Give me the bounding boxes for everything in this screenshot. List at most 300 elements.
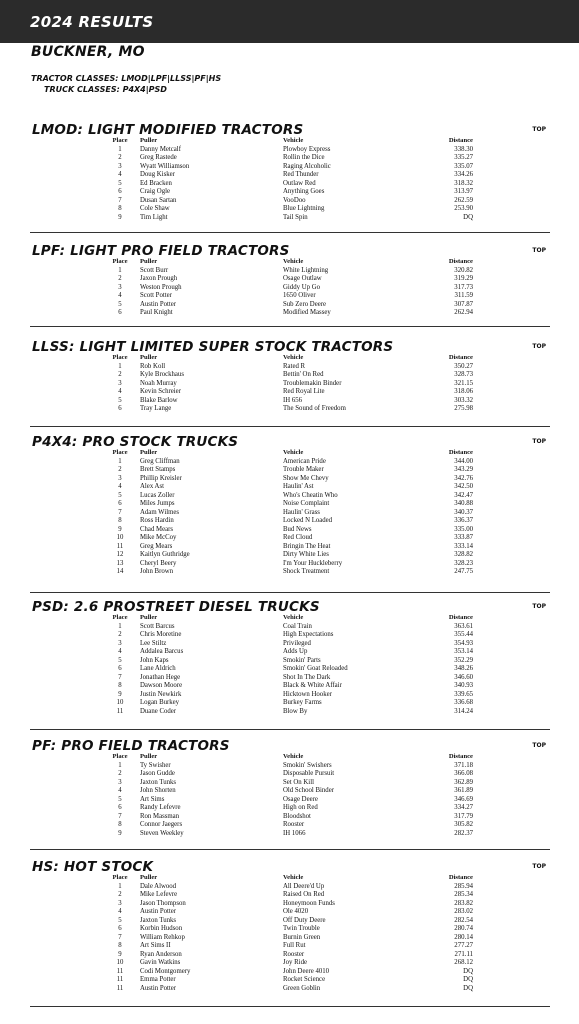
place-cell: 1	[118, 266, 122, 274]
table-header-row	[100, 614, 473, 623]
place-cell: 2	[118, 154, 122, 161]
vehicle-cell: Osage Outlaw	[283, 275, 322, 282]
place-cell: 3	[118, 379, 122, 387]
table-row	[100, 691, 473, 700]
place-cell: 6	[118, 925, 122, 932]
place-cell: 1	[118, 145, 122, 153]
puller-cell: Duane Coder	[140, 707, 177, 715]
distance-cell: 346.69	[454, 795, 473, 803]
section-title: LMOD: LIGHT MODIFIED TRACTORS	[32, 122, 304, 138]
table-row	[100, 640, 473, 649]
truck-classes: TRUCK CLASSES: P4X4|PSD	[44, 85, 167, 94]
column-header-place: Place	[112, 874, 128, 881]
table-row	[100, 917, 473, 926]
distance-cell: 307.87	[454, 300, 473, 308]
puller-cell: Scott Barcus	[140, 622, 175, 630]
puller-cell: Scott Potter	[140, 292, 172, 299]
vehicle-cell: Who's Cheatin Who	[283, 491, 338, 499]
place-cell: 6	[118, 500, 122, 507]
table-row	[100, 770, 473, 779]
distance-cell: 318.32	[454, 179, 473, 187]
distance-cell: 328.82	[454, 551, 473, 558]
distance-cell: 333.87	[454, 534, 473, 541]
puller-cell: Ryan Anderson	[140, 950, 182, 958]
place-cell: 7	[118, 196, 122, 204]
puller-cell: Chad Mears	[140, 525, 174, 533]
puller-cell: Ron Massman	[140, 812, 180, 820]
section-title: P4X4: PRO STOCK TRUCKS	[32, 434, 239, 450]
section-title: LPF: LIGHT PRO FIELD TRACTORS	[32, 243, 290, 259]
distance-cell: 328.73	[454, 371, 473, 378]
place-cell: 2	[118, 770, 122, 777]
table-row	[100, 787, 473, 796]
column-header-puller: Puller	[140, 614, 158, 621]
table-row	[100, 883, 473, 892]
distance-cell: 340.88	[454, 500, 473, 507]
puller-cell: Austin Potter	[140, 300, 177, 308]
puller-cell: Scott Burr	[140, 266, 169, 274]
results-table	[100, 354, 473, 414]
puller-cell: Chris Moretine	[140, 631, 182, 638]
vehicle-cell: Red Thunder	[283, 171, 319, 178]
puller-cell: Art Sims II	[140, 942, 171, 949]
table-row	[100, 492, 473, 501]
puller-cell: Codi Montgomery	[140, 967, 191, 975]
place-cell: 1	[118, 882, 122, 890]
puller-cell: Jaxon Prough	[140, 275, 178, 282]
vehicle-cell: Tail Spin	[283, 213, 308, 221]
puller-cell: Ross Hardin	[140, 517, 174, 524]
puller-cell: John Brown	[140, 568, 174, 575]
column-header-vehicle: Vehicle	[283, 614, 304, 621]
table-row	[100, 934, 473, 943]
vehicle-cell: Full Rut	[283, 942, 306, 949]
place-cell: 11	[116, 967, 124, 975]
vehicle-cell: Hicktown Hooker	[283, 690, 332, 698]
vehicle-cell: Disposable Pursuit	[283, 770, 335, 777]
puller-cell: Craig Ogle	[140, 188, 171, 195]
place-cell: 6	[118, 665, 122, 672]
distance-cell: 277.27	[454, 942, 473, 949]
vehicle-cell: Bud News	[283, 525, 312, 533]
vehicle-cell: Red Royal Lite	[283, 388, 325, 395]
table-row	[100, 292, 473, 301]
results-table	[100, 258, 473, 318]
place-cell: 10	[116, 534, 124, 541]
place-cell: 8	[118, 205, 122, 212]
vehicle-cell: Raised On Red	[283, 891, 325, 898]
vehicle-cell: Troublemakin Binder	[283, 379, 342, 387]
distance-cell: 353.14	[454, 648, 473, 655]
puller-cell: Logan Burkey	[140, 699, 180, 706]
distance-cell: 247.75	[454, 568, 473, 575]
place-cell: 7	[118, 812, 122, 820]
distance-cell: 371.18	[454, 761, 473, 769]
distance-cell: DQ	[463, 984, 473, 992]
table-row	[100, 458, 473, 467]
distance-cell: 333.14	[454, 542, 473, 550]
place-cell: 10	[116, 959, 124, 966]
puller-cell: Rob Koll	[140, 362, 166, 370]
column-header-vehicle: Vehicle	[283, 137, 304, 144]
table-row	[100, 500, 473, 509]
table-row	[100, 908, 473, 917]
results-section	[30, 434, 550, 593]
table-row	[100, 813, 473, 822]
column-header-place: Place	[112, 753, 128, 760]
back-to-top-link[interactable]: TOP	[532, 438, 546, 445]
puller-cell: Lucas Zoller	[140, 491, 175, 499]
distance-cell: 285.34	[454, 891, 473, 898]
place-cell: 7	[118, 673, 122, 681]
place-cell: 4	[118, 388, 122, 395]
vehicle-cell: Red Cloud	[283, 534, 313, 541]
puller-cell: Cheryl Beery	[140, 559, 177, 567]
back-to-top-link[interactable]: TOP	[532, 742, 546, 749]
place-cell: 7	[118, 508, 122, 516]
column-header-puller: Puller	[140, 874, 158, 881]
vehicle-cell: Haulin' Ast	[283, 483, 314, 490]
puller-cell: Jaxton Tunks	[140, 778, 177, 786]
distance-cell: 320.82	[454, 266, 473, 274]
vehicle-cell: I'm Your Huckleberry	[283, 559, 343, 567]
table-row	[100, 309, 473, 318]
place-cell: 8	[118, 682, 122, 689]
vehicle-cell: Set On Kill	[283, 778, 314, 786]
distance-cell: 339.65	[454, 690, 473, 698]
vehicle-cell: Noise Complaint	[283, 500, 330, 507]
tractor-classes: TRACTOR CLASSES: LMOD|LPF|LLSS|PF|HS	[31, 74, 222, 83]
place-cell: 6	[118, 309, 122, 316]
place-cell: 1	[118, 457, 122, 465]
distance-cell: 335.27	[454, 154, 473, 161]
table-row	[100, 275, 473, 284]
distance-cell: 283.82	[454, 899, 473, 907]
vehicle-cell: Show Me Chevy	[283, 474, 329, 482]
vehicle-cell: Osage Deere	[283, 795, 318, 803]
vehicle-cell: VooDoo	[283, 196, 306, 204]
puller-cell: Greg Rastede	[140, 154, 177, 161]
puller-cell: Paul Knight	[140, 309, 173, 316]
vehicle-cell: Privileged	[283, 639, 311, 647]
vehicle-cell: Haulin' Grass	[283, 508, 320, 516]
column-header-distance: Distance	[448, 874, 473, 881]
column-header-puller: Puller	[140, 354, 158, 361]
distance-cell: DQ	[463, 213, 473, 221]
vehicle-cell: The Sound of Freedom	[283, 405, 346, 412]
puller-cell: Alex Ast	[140, 483, 164, 490]
place-cell: 4	[118, 483, 122, 490]
place-cell: 3	[118, 778, 122, 786]
place-cell: 4	[118, 648, 122, 655]
place-cell: 4	[118, 292, 122, 299]
vehicle-cell: Black & White Affair	[283, 682, 342, 689]
vehicle-cell: Sub Zero Deere	[283, 300, 327, 308]
puller-cell: Jonathan Hege	[140, 673, 181, 681]
puller-cell: Kyle Brockhaus	[140, 371, 184, 378]
puller-cell: Weston Prough	[140, 283, 182, 291]
puller-cell: Greg Mears	[140, 542, 173, 550]
page-title: 2024 RESULTS	[30, 12, 154, 31]
distance-cell: 319.29	[454, 275, 473, 282]
column-header-place: Place	[112, 614, 128, 621]
place-cell: 8	[118, 517, 122, 524]
table-row	[100, 551, 473, 560]
results-table	[100, 874, 473, 993]
table-row	[100, 796, 473, 805]
place-cell: 2	[118, 631, 122, 638]
puller-cell: Doug Kisker	[140, 171, 175, 178]
column-header-distance: Distance	[448, 137, 473, 144]
place-cell: 3	[118, 162, 122, 170]
vehicle-cell: Raging Alcoholic	[283, 162, 331, 170]
vehicle-cell: IH 1066	[283, 829, 306, 837]
vehicle-cell: Coal Train	[283, 622, 312, 630]
distance-cell: 303.32	[454, 396, 473, 404]
results-section	[30, 738, 550, 850]
class-summary	[31, 73, 221, 95]
table-row	[100, 163, 473, 172]
vehicle-cell: High on Red	[283, 804, 318, 811]
vehicle-cell: Burnin Green	[283, 933, 321, 941]
results-table	[100, 614, 473, 716]
distance-cell: 362.89	[454, 778, 473, 786]
place-cell: 9	[118, 829, 122, 837]
place-cell: 11	[116, 984, 124, 992]
column-header-place: Place	[112, 354, 128, 361]
table-row	[100, 891, 473, 900]
column-header-vehicle: Vehicle	[283, 753, 304, 760]
table-row	[100, 171, 473, 180]
column-header-puller: Puller	[140, 449, 158, 456]
distance-cell: 363.61	[454, 622, 473, 630]
puller-cell: Greg Cliffman	[140, 457, 180, 465]
place-cell: 5	[118, 300, 122, 308]
puller-cell: William Rehkop	[140, 933, 185, 941]
table-row	[100, 976, 473, 985]
distance-cell: 335.07	[454, 162, 473, 170]
table-row	[100, 301, 473, 310]
place-cell: 3	[118, 639, 122, 647]
distance-cell: 342.76	[454, 474, 473, 482]
vehicle-cell: Green Goblin	[283, 984, 321, 992]
table-row	[100, 942, 473, 951]
back-to-top-link[interactable]: TOP	[532, 603, 546, 610]
section-title: PSD: 2.6 PROSTREET DIESEL TRUCKS	[32, 599, 320, 615]
vehicle-cell: Modified Massey	[283, 309, 331, 316]
distance-cell: 336.37	[454, 517, 473, 524]
section-title: LLSS: LIGHT LIMITED SUPER STOCK TRACTORS	[32, 339, 394, 355]
puller-cell: Danny Metcalf	[140, 145, 181, 153]
table-row	[100, 405, 473, 414]
column-header-place: Place	[112, 137, 128, 144]
puller-cell: Art Sims	[140, 795, 165, 803]
vehicle-cell: Bloodshot	[283, 812, 311, 820]
distance-cell: 335.00	[454, 525, 473, 533]
place-cell: 7	[118, 933, 122, 941]
distance-cell: 366.08	[454, 770, 473, 777]
column-header-distance: Distance	[448, 449, 473, 456]
distance-cell: 253.90	[454, 205, 473, 212]
vehicle-cell: Bringin The Heat	[283, 542, 331, 550]
table-row	[100, 180, 473, 189]
table-row	[100, 830, 473, 839]
results-section	[30, 599, 550, 730]
place-cell: 5	[118, 491, 122, 499]
distance-cell: 314.24	[454, 707, 473, 715]
column-header-vehicle: Vehicle	[283, 874, 304, 881]
table-row	[100, 543, 473, 552]
table-header-row	[100, 874, 473, 883]
place-cell: 2	[118, 275, 122, 282]
column-header-puller: Puller	[140, 258, 158, 265]
distance-cell: 342.50	[454, 483, 473, 490]
vehicle-cell: White Lightning	[283, 266, 329, 274]
vehicle-cell: Off Duty Deere	[283, 916, 326, 924]
distance-cell: 268.12	[454, 959, 473, 966]
results-section	[30, 122, 550, 233]
puller-cell: Cole Shaw	[140, 205, 170, 212]
table-row	[100, 900, 473, 909]
vehicle-cell: 1650 Oliver	[283, 292, 316, 299]
distance-cell: 317.79	[454, 812, 473, 820]
table-row	[100, 959, 473, 968]
place-cell: 11	[116, 542, 124, 550]
vehicle-cell: Smokin' Swishers	[283, 761, 332, 769]
distance-cell: 338.30	[454, 145, 473, 153]
table-row	[100, 197, 473, 206]
puller-cell: Ty Swisher	[140, 761, 171, 769]
puller-cell: Kevin Schreier	[140, 388, 181, 395]
puller-cell: Steven Weekley	[140, 829, 184, 837]
vehicle-cell: Shock Treatment	[283, 568, 330, 575]
puller-cell: Mike Lefevre	[140, 891, 178, 898]
distance-cell: 311.59	[454, 292, 473, 299]
place-cell: 5	[118, 396, 122, 404]
column-header-place: Place	[112, 258, 128, 265]
puller-cell: Jason Gudde	[140, 770, 175, 777]
puller-cell: Phillip Kreisler	[140, 474, 182, 482]
vehicle-cell: Rated R	[283, 362, 306, 370]
distance-cell: 317.73	[454, 283, 473, 291]
puller-cell: Justin Newkirk	[140, 690, 182, 698]
table-header-row	[100, 449, 473, 458]
table-row	[100, 779, 473, 788]
place-cell: 2	[118, 371, 122, 378]
table-row	[100, 205, 473, 214]
table-row	[100, 188, 473, 197]
distance-cell: 262.94	[454, 309, 473, 316]
place-cell: 14	[116, 568, 124, 575]
distance-cell: 321.15	[454, 379, 473, 387]
column-header-puller: Puller	[140, 753, 158, 760]
puller-cell: Jaxton Tunks	[140, 916, 177, 924]
vehicle-cell: Smokin' Goat Reloaded	[283, 665, 348, 672]
puller-cell: Kaitlyn Guthridge	[140, 551, 190, 558]
puller-cell: Lee Stiltz	[140, 639, 167, 647]
table-row	[100, 397, 473, 406]
table-row	[100, 821, 473, 830]
distance-cell: 305.82	[454, 821, 473, 828]
distance-cell: 280.74	[454, 925, 473, 932]
puller-cell: Noah Murray	[140, 379, 177, 387]
puller-cell: Gavin Watkins	[140, 959, 181, 966]
table-row	[100, 560, 473, 569]
vehicle-cell: Rooster	[283, 821, 305, 828]
results-section	[30, 243, 550, 327]
table-row	[100, 483, 473, 492]
table-row	[100, 682, 473, 691]
table-row	[100, 267, 473, 276]
table-row	[100, 804, 473, 813]
column-header-vehicle: Vehicle	[283, 449, 304, 456]
table-row	[100, 657, 473, 666]
place-cell: 6	[118, 188, 122, 195]
puller-cell: Korbin Hudson	[140, 925, 183, 932]
table-row	[100, 968, 473, 977]
place-cell: 13	[116, 559, 124, 567]
place-cell: 11	[116, 707, 124, 715]
puller-cell: Connor Jaegers	[140, 821, 183, 828]
table-row	[100, 951, 473, 960]
vehicle-cell: Smokin' Parts	[283, 656, 321, 664]
distance-cell: 346.60	[454, 673, 473, 681]
puller-cell: Blake Barlow	[140, 396, 178, 404]
place-cell: 9	[118, 950, 122, 958]
table-row	[100, 154, 473, 163]
vehicle-cell: Shot In The Dark	[283, 673, 331, 681]
distance-cell: 262.59	[454, 196, 473, 204]
table-row	[100, 762, 473, 771]
table-row	[100, 631, 473, 640]
puller-cell: Lane Aldrich	[140, 665, 176, 672]
vehicle-cell: Rocket Science	[283, 976, 326, 983]
puller-cell: Brett Stamps	[140, 466, 176, 473]
place-cell: 12	[116, 551, 124, 558]
puller-cell: Addalea Barcus	[140, 648, 184, 655]
distance-cell: 340.37	[454, 508, 473, 516]
puller-cell: Austin Potter	[140, 984, 177, 992]
vehicle-cell: Plowboy Express	[283, 145, 331, 153]
table-row	[100, 388, 473, 397]
back-to-top-link[interactable]: TOP	[532, 247, 546, 254]
vehicle-cell: Giddy Up Go	[283, 283, 321, 291]
puller-cell: Ed Bracken	[140, 179, 172, 187]
puller-cell: Randy Lefevre	[140, 804, 181, 811]
place-cell: 8	[118, 942, 122, 949]
column-header-place: Place	[112, 449, 128, 456]
section-title: PF: PRO FIELD TRACTORS	[32, 738, 230, 754]
distance-cell: 280.14	[454, 933, 473, 941]
place-cell: 9	[118, 213, 122, 221]
distance-cell: 342.47	[454, 491, 473, 499]
back-to-top-link[interactable]: TOP	[532, 343, 546, 350]
puller-cell: Mike McCoy	[140, 534, 177, 541]
puller-cell: Dusan Sartan	[140, 196, 177, 204]
place-cell: 3	[118, 474, 122, 482]
column-header-distance: Distance	[448, 614, 473, 621]
place-cell: 8	[118, 821, 122, 828]
vehicle-cell: Blow By	[283, 707, 308, 715]
table-row	[100, 380, 473, 389]
puller-cell: Wyatt Williamson	[140, 162, 190, 170]
table-row	[100, 568, 473, 577]
back-to-top-link[interactable]: TOP	[532, 126, 546, 133]
table-row	[100, 371, 473, 380]
back-to-top-link[interactable]: TOP	[532, 863, 546, 870]
place-cell: 11	[116, 976, 124, 983]
event-location: BUCKNER, MO	[31, 44, 145, 60]
